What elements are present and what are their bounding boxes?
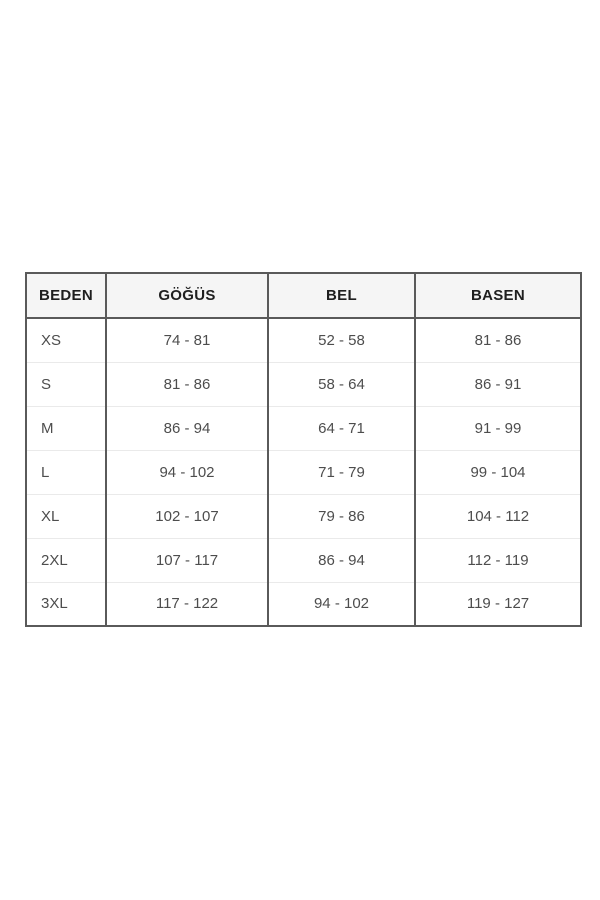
cell-hip-range: 86 - 91 <box>415 362 581 406</box>
table-row <box>26 538 581 582</box>
cell-size: XS <box>41 331 62 349</box>
cell-chest-range: 74 - 81 <box>106 318 268 362</box>
cell-hip-range: 104 - 112 <box>415 494 581 538</box>
cell-waist-range: 94 - 102 <box>268 582 415 626</box>
column-header-bel: BEL <box>268 273 415 318</box>
table-row <box>26 494 581 538</box>
cell-waist-range: 86 - 94 <box>268 538 415 582</box>
cell-waist-range: 79 - 86 <box>268 494 415 538</box>
cell-hip-range: 91 - 99 <box>415 406 581 450</box>
column-header-gogus: GÖĞÜS <box>106 273 268 318</box>
table-row <box>26 362 581 406</box>
header-row <box>26 273 581 318</box>
cell-size: M <box>26 406 106 450</box>
column-header-basen: BASEN <box>415 273 581 318</box>
cell-hip-range: 99 - 104 <box>415 450 581 494</box>
cell-hip-range: 112 - 119 <box>415 538 581 582</box>
cell-waist-range: 58 - 64 <box>268 362 415 406</box>
cell-waist-range: 52 - 58 <box>268 318 415 362</box>
cell-waist-range: 71 - 79 <box>268 450 415 494</box>
cell-hip-range: 81 - 86 <box>415 318 581 362</box>
table-row <box>26 318 581 362</box>
cell-size: L <box>26 450 106 494</box>
cell-chest-range: 102 - 107 <box>106 494 268 538</box>
size-chart-table <box>25 272 582 627</box>
cell-size: 2XL <box>26 538 106 582</box>
cell-waist-range: 64 - 71 <box>268 406 415 450</box>
cell-size: S <box>26 362 106 406</box>
cell-chest-range: 107 - 117 <box>106 538 268 582</box>
column-header-beden: BEDEN <box>26 273 106 318</box>
cell-size: XL <box>26 494 106 538</box>
cell-size: 3XL <box>26 582 106 626</box>
table-row <box>26 450 581 494</box>
cell-chest-range: 86 - 94 <box>106 406 268 450</box>
cell-chest-range: 117 - 122 <box>106 582 268 626</box>
table-row <box>26 406 581 450</box>
cell-chest-range: 81 - 86 <box>106 362 268 406</box>
cell-hip-range: 119 - 127 <box>415 582 581 626</box>
table-row <box>26 582 581 626</box>
cell-chest-range: 94 - 102 <box>106 450 268 494</box>
